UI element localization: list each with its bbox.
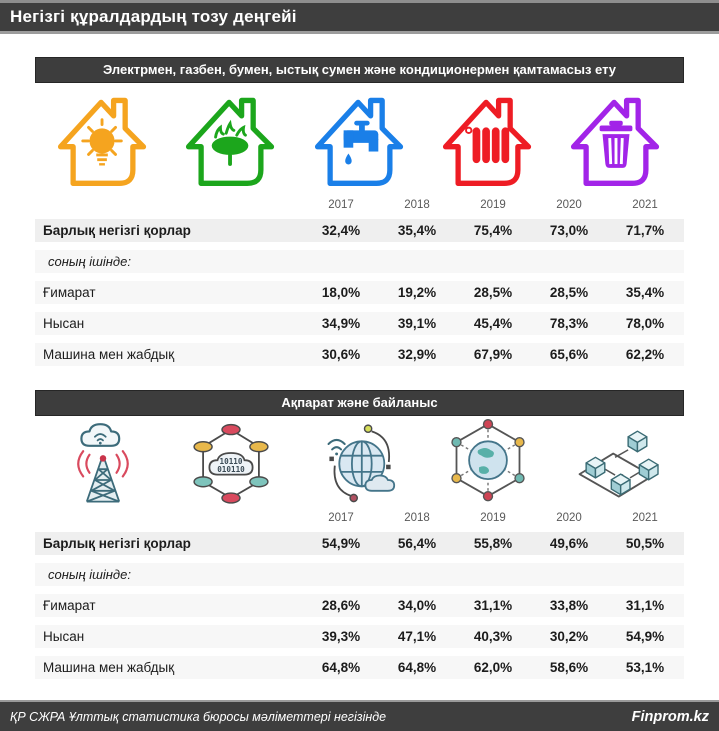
- year-label: 2021: [632, 199, 658, 211]
- cell-value: 71,7%: [625, 223, 665, 238]
- cell-value: 28,6%: [321, 598, 361, 613]
- data-network-icon: [171, 417, 291, 507]
- year-label: 2021: [632, 512, 658, 524]
- table-row-total: [35, 532, 684, 555]
- section-2-icons: [35, 416, 684, 508]
- cell-value: 35,4%: [397, 223, 437, 238]
- brand-logo: Finprom.kz: [631, 708, 709, 725]
- section-1-icons: [35, 83, 684, 195]
- table-row-total: [35, 219, 684, 242]
- binary-text-line1: 10110: [219, 456, 243, 466]
- year-label: 2019: [480, 512, 506, 524]
- table-row: [35, 343, 684, 366]
- page-title: Негізгі құралдардың тозу деңгейі: [0, 0, 719, 34]
- cell-value: 39,3%: [321, 629, 361, 644]
- telecom-tower-icon: [43, 417, 163, 507]
- row-label: Машина мен жабдық: [43, 660, 175, 675]
- cell-value: 19,2%: [397, 285, 437, 300]
- table-row: [35, 625, 684, 648]
- cell-value: 33,8%: [549, 598, 589, 613]
- cell-value: 18,0%: [321, 285, 361, 300]
- cell-value: 67,9%: [473, 347, 513, 362]
- cell-value: 34,9%: [321, 316, 361, 331]
- year-label: 2020: [556, 512, 582, 524]
- table-row: [35, 312, 684, 335]
- cell-value: 30,2%: [549, 629, 589, 644]
- year-label: 2020: [556, 199, 582, 211]
- cell-value: 28,5%: [549, 285, 589, 300]
- table-row: [35, 594, 684, 617]
- cell-value: 78,3%: [549, 316, 589, 331]
- cell-value: 64,8%: [321, 660, 361, 675]
- cell-value: 62,2%: [625, 347, 665, 362]
- waste-house-icon: [556, 86, 676, 192]
- row-label: Барлық негізгі қорлар: [43, 536, 191, 551]
- cell-value: 75,4%: [473, 223, 513, 238]
- cell-value: 49,6%: [549, 536, 589, 551]
- cell-value: 45,4%: [473, 316, 513, 331]
- row-label: Машина мен жабдық: [43, 347, 175, 362]
- binary-text-line2: 010110: [217, 464, 246, 474]
- footer: [0, 700, 719, 731]
- cell-value: 32,4%: [321, 223, 361, 238]
- cell-value: 31,1%: [625, 598, 665, 613]
- cell-value: 56,4%: [397, 536, 437, 551]
- row-label: соның ішінде:: [48, 567, 131, 582]
- gas-house-icon: [171, 86, 291, 192]
- year-label: 2019: [480, 199, 506, 211]
- cell-value: 34,0%: [397, 598, 437, 613]
- year-label: 2017: [328, 199, 354, 211]
- cell-value: 64,8%: [397, 660, 437, 675]
- cell-value: 54,9%: [625, 629, 665, 644]
- cell-value: 73,0%: [549, 223, 589, 238]
- electricity-house-icon: [43, 86, 163, 192]
- row-label: Нысан: [43, 316, 85, 331]
- section-1-header: Электрмен, газбен, бумен, ыстық сумен және кондиционермен қамтамасыз ету: [35, 57, 684, 83]
- table-row-including: [35, 563, 684, 586]
- row-label: Нысан: [43, 629, 85, 644]
- water-house-icon: [300, 86, 420, 192]
- cell-value: 40,3%: [473, 629, 513, 644]
- year-label: 2017: [328, 512, 354, 524]
- year-label: 2018: [404, 199, 430, 211]
- table-row: [35, 656, 684, 679]
- blockchain-cubes-icon: [556, 420, 676, 504]
- internet-globe-icon: [300, 417, 420, 507]
- cell-value: 53,1%: [625, 660, 665, 675]
- table-row: [35, 281, 684, 304]
- cell-value: 62,0%: [473, 660, 513, 675]
- section-2-header: Ақпарат және байланыс: [35, 390, 684, 416]
- cell-value: 28,5%: [473, 285, 513, 300]
- data-source-note: ҚР СЖРА Ұлттық статистика бюросы мәліметтері негізінде: [10, 709, 387, 724]
- table-row-including: [35, 250, 684, 273]
- cell-value: 65,6%: [549, 347, 589, 362]
- cell-value: 35,4%: [625, 285, 665, 300]
- cell-value: 58,6%: [549, 660, 589, 675]
- cell-value: 47,1%: [397, 629, 437, 644]
- row-label: Ғимарат: [43, 598, 96, 613]
- row-label: соның ішінде:: [48, 254, 131, 269]
- cell-value: 31,1%: [473, 598, 513, 613]
- cell-value: 55,8%: [473, 536, 513, 551]
- year-label: 2018: [404, 512, 430, 524]
- section-2-year-header: [35, 508, 684, 524]
- row-label: Барлық негізгі қорлар: [43, 223, 191, 238]
- cell-value: 39,1%: [397, 316, 437, 331]
- row-label: Ғимарат: [43, 285, 96, 300]
- cell-value: 78,0%: [625, 316, 665, 331]
- cell-value: 54,9%: [321, 536, 361, 551]
- cell-value: 32,9%: [397, 347, 437, 362]
- cell-value: 50,5%: [625, 536, 665, 551]
- cell-value: 30,6%: [321, 347, 361, 362]
- global-network-icon: [428, 417, 548, 507]
- section-1-year-header: [35, 195, 684, 211]
- heating-house-icon: [428, 86, 548, 192]
